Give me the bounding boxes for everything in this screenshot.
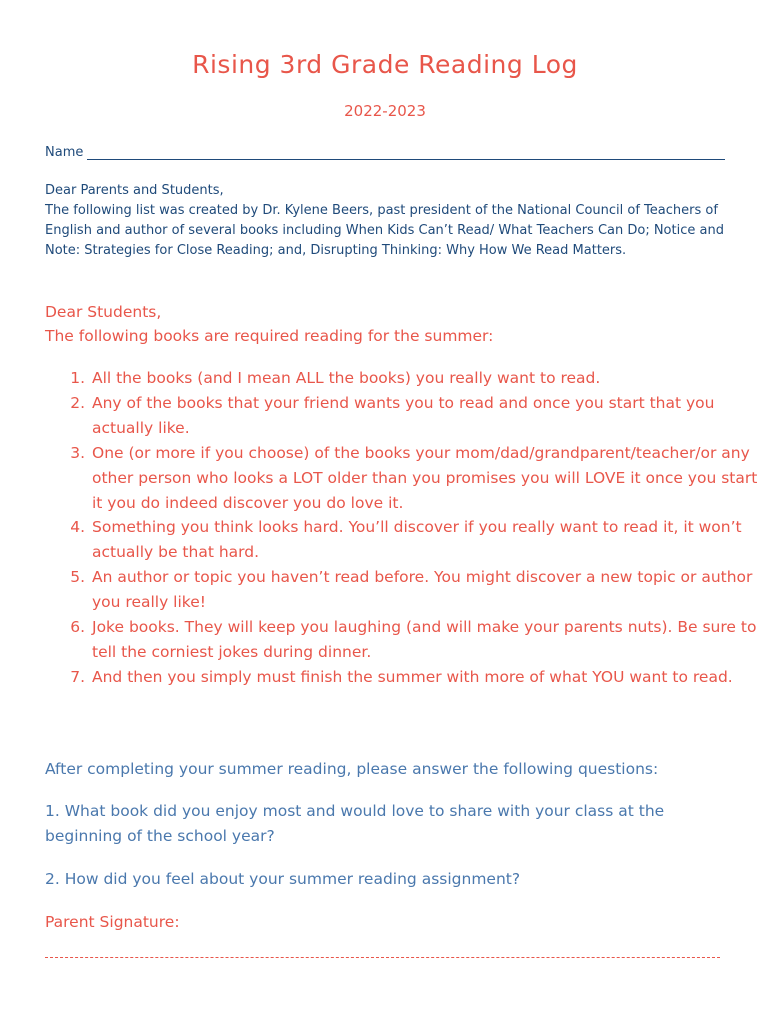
name-field-line[interactable] xyxy=(87,146,725,160)
list-item: 2. Any of the books that your friend wants you to read and once you start that you actually like. xyxy=(90,391,770,441)
signature-label: Parent Signature: xyxy=(45,913,180,931)
list-item: 7. And then you simply must finish the summer with more of what YOU want to read. xyxy=(90,665,770,690)
question-1: 1. What book did you enjoy most and would love to share with your class at the beginning of the school year? xyxy=(45,802,665,845)
questions-intro: After completing your summer reading, please answer the following questions: xyxy=(45,760,659,778)
list-item: 6. Joke books. They will keep you laughing (and will make your parents nuts). Be sure to tell the corniest jokes during dinner. xyxy=(90,615,770,665)
required-reading-list xyxy=(45,366,770,690)
school-year: 2022-2023 xyxy=(344,102,426,120)
parents-letter xyxy=(45,181,725,261)
parents-letter-body: The following list was created by Dr. Kylene Beers, past president of the National Council of Teachers of English and author of several books including When Kids Can’t Read/ What Teachers Can Do; Notice and Note: Strategies for Close Reading; and, Disrupting Thinking: Why How We Read Matters. xyxy=(45,203,724,258)
list-item: 3. One (or more if you choose) of the books your mom/dad/grandparent/teacher/or any other person who looks a LOT older than you promises you will LOVE it once you start it you do indeed discover you do love it. xyxy=(90,441,770,516)
students-intro: The following books are required reading for the summer: xyxy=(45,327,494,345)
name-label: Name xyxy=(45,145,84,160)
question-2: 2. How did you feel about your summer reading assignment? xyxy=(45,870,521,888)
signature-line[interactable] xyxy=(45,957,720,958)
parents-greeting: Dear Parents and Students, xyxy=(45,183,224,198)
list-item: 5. An author or topic you haven’t read before. You might discover a new topic or author you really like! xyxy=(90,565,770,615)
list-item: 1. All the books (and I mean ALL the books) you really want to read. xyxy=(90,366,770,391)
name-row xyxy=(45,145,725,160)
list-item: 4. Something you think looks hard. You’ll discover if you really want to read it, it won’t actually be that hard. xyxy=(90,515,770,565)
students-letter xyxy=(45,300,725,348)
students-greeting: Dear Students, xyxy=(45,303,162,321)
page-title: Rising 3rd Grade Reading Log xyxy=(192,50,578,79)
